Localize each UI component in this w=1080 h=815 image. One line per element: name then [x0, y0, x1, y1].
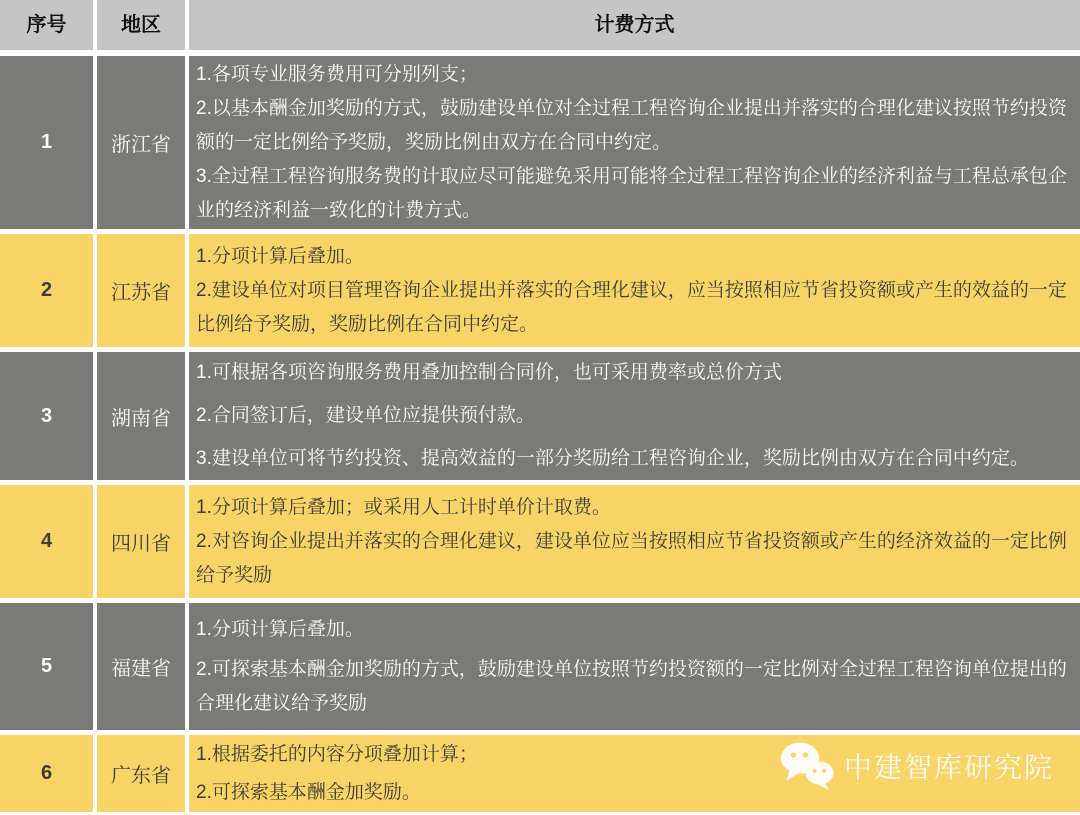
row-number: 1 [0, 56, 93, 229]
watermark-label: 中建智库研究院 [843, 752, 1054, 783]
row-content [189, 234, 1080, 347]
row-number: 2 [0, 234, 93, 347]
table-row [0, 603, 1080, 730]
watermark [780, 742, 1054, 790]
table-row [0, 56, 1080, 229]
billing-method-item: 3.全过程工程咨询服务费的计取应尽可能避免采用可能将全过程工程咨询企业的经济利益与工程总承包企业的经济利益一致化的计费方式。 [196, 165, 1067, 221]
row-content [189, 485, 1080, 598]
col-header-billing-method: 计费方式 [189, 0, 1080, 50]
billing-method-item: 1.分项计算后叠加。 [196, 245, 364, 267]
wechat-icon [780, 742, 834, 790]
billing-method-item: 1.根据委托的内容分项叠加计算； [196, 743, 478, 765]
table-body [0, 56, 1080, 812]
table-row [0, 485, 1080, 598]
billing-method-item: 2.对咨询企业提出并落实的合理化建议，建设单位应当按照相应节省投资额或产生的经济效益的一定比例给予奖励 [196, 530, 1067, 586]
col-header-region: 地区 [97, 0, 185, 50]
row-content [189, 352, 1080, 480]
billing-method-item: 2.建设单位对项目管理咨询企业提出并落实的合理化建议，应当按照相应节省投资额或产生的效益的一定比例给予奖励，奖励比例在合同中约定。 [196, 279, 1067, 335]
billing-method-item: 2.以基本酬金加奖励的方式，鼓励建设单位对全过程工程咨询企业提出并落实的合理化建议按照节约投资额的一定比例给予奖励，奖励比例由双方在合同中约定。 [196, 97, 1067, 153]
billing-method-item: 2.合同签订后，建设单位应提供预付款。 [196, 405, 535, 426]
row-number: 6 [0, 735, 93, 812]
row-region: 湖南省 [97, 352, 185, 480]
table-row [0, 352, 1080, 480]
billing-method-item: 3.建设单位可将节约投资、提高效益的一部分奖励给工程咨询企业，奖励比例由双方在合同中约定。 [196, 448, 1029, 469]
col-header-number: 序号 [0, 0, 93, 50]
table-row [0, 234, 1080, 347]
table-header [0, 0, 1080, 50]
row-region: 四川省 [97, 485, 185, 598]
row-number: 5 [0, 603, 93, 730]
row-number: 3 [0, 352, 93, 480]
row-region: 江苏省 [97, 234, 185, 347]
billing-method-item: 1.各项专业服务费用可分别列支； [196, 63, 478, 85]
billing-method-item: 2.可探索基本酬金加奖励。 [196, 781, 421, 803]
row-region: 浙江省 [97, 56, 185, 229]
row-region: 广东省 [97, 735, 185, 812]
billing-method-item: 2.可探索基本酬金加奖励的方式，鼓励建设单位按照节约投资额的一定比例对全过程工程咨询单位提出的合理化建议给予奖励 [196, 658, 1067, 714]
row-number: 4 [0, 485, 93, 598]
row-content [189, 56, 1080, 229]
billing-method-item: 1.可根据各项咨询服务费用叠加控制合同价，也可采用费率或总价方式 [196, 362, 782, 383]
row-region: 福建省 [97, 603, 185, 730]
billing-method-item: 1.分项计算后叠加；或采用人工计时单价计取费。 [196, 496, 611, 518]
billing-method-item: 1.分项计算后叠加。 [196, 618, 364, 640]
row-content [189, 603, 1080, 730]
